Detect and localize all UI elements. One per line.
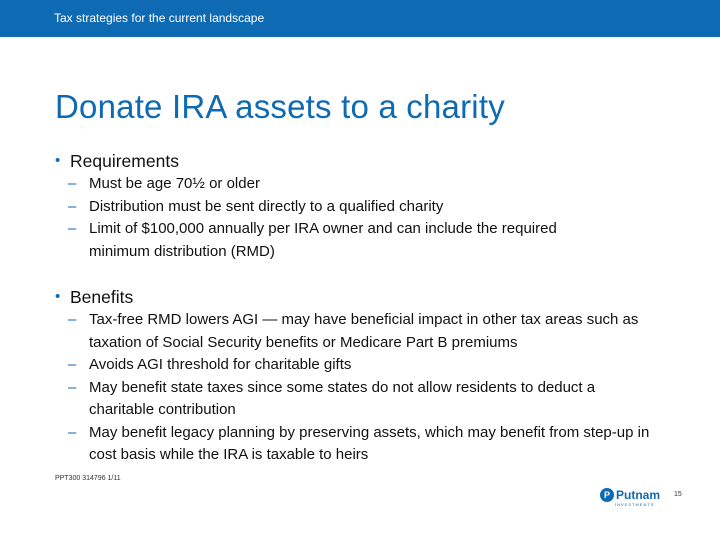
list-item <box>68 218 619 263</box>
footer-code: PPT300 314796 1/11 <box>55 475 121 482</box>
list-item <box>68 309 654 354</box>
bullet-dot-icon: • <box>55 288 61 305</box>
benefits-section <box>55 286 675 467</box>
list-item <box>68 173 619 196</box>
logo-text: Putnam <box>616 487 661 502</box>
dash-icon: – <box>68 378 77 396</box>
benefits-heading <box>55 286 675 308</box>
page-number: 15 <box>674 491 682 498</box>
list-item <box>68 354 654 377</box>
list-item-text: Distribution must be sent directly to a qualified charity <box>89 197 444 215</box>
requirements-section <box>55 150 675 263</box>
benefits-heading-text: Benefits <box>70 287 134 307</box>
header-bar <box>0 0 720 37</box>
header-label: Tax strategies for the current landscape <box>54 11 265 25</box>
list-item-text: Tax-free RMD lowers AGI — may have beneficial impact in other tax areas such as taxation of Social Security benefits or Medicare Part B premiums <box>89 311 639 351</box>
list-item-text: May benefit legacy planning by preserving assets, which may benefit from step-up in cost basis while the IRA is taxable to heirs <box>89 423 650 463</box>
dash-icon: – <box>68 220 77 237</box>
dash-icon: – <box>68 356 77 373</box>
putnam-logo-mark-icon: P <box>600 488 614 502</box>
list-item-text: Limit of $100,000 annually per IRA owner and can include the required minimum distribution (RMD) <box>89 220 557 260</box>
requirements-heading <box>55 150 675 172</box>
list-item <box>68 196 619 219</box>
dash-icon: – <box>68 311 77 328</box>
requirements-heading-text: Requirements <box>70 151 179 171</box>
list-item-text: Avoids AGI threshold for charitable gifts <box>89 356 352 373</box>
slide-title: Donate IRA assets to a charity <box>55 88 505 125</box>
list-item-text: May benefit state taxes since some states do not allow residents to deduct a charitable contribution <box>89 378 596 418</box>
dash-icon: – <box>68 197 77 215</box>
bullet-dot-icon: • <box>55 152 61 169</box>
putnam-logo <box>600 487 660 503</box>
dash-icon: – <box>68 175 77 192</box>
list-item-text: Must be age 70½ or older <box>89 175 260 192</box>
logo-subtext: INVESTMENTS <box>615 502 655 507</box>
list-item <box>68 377 654 422</box>
dash-icon: – <box>68 423 77 441</box>
list-item <box>68 422 654 467</box>
